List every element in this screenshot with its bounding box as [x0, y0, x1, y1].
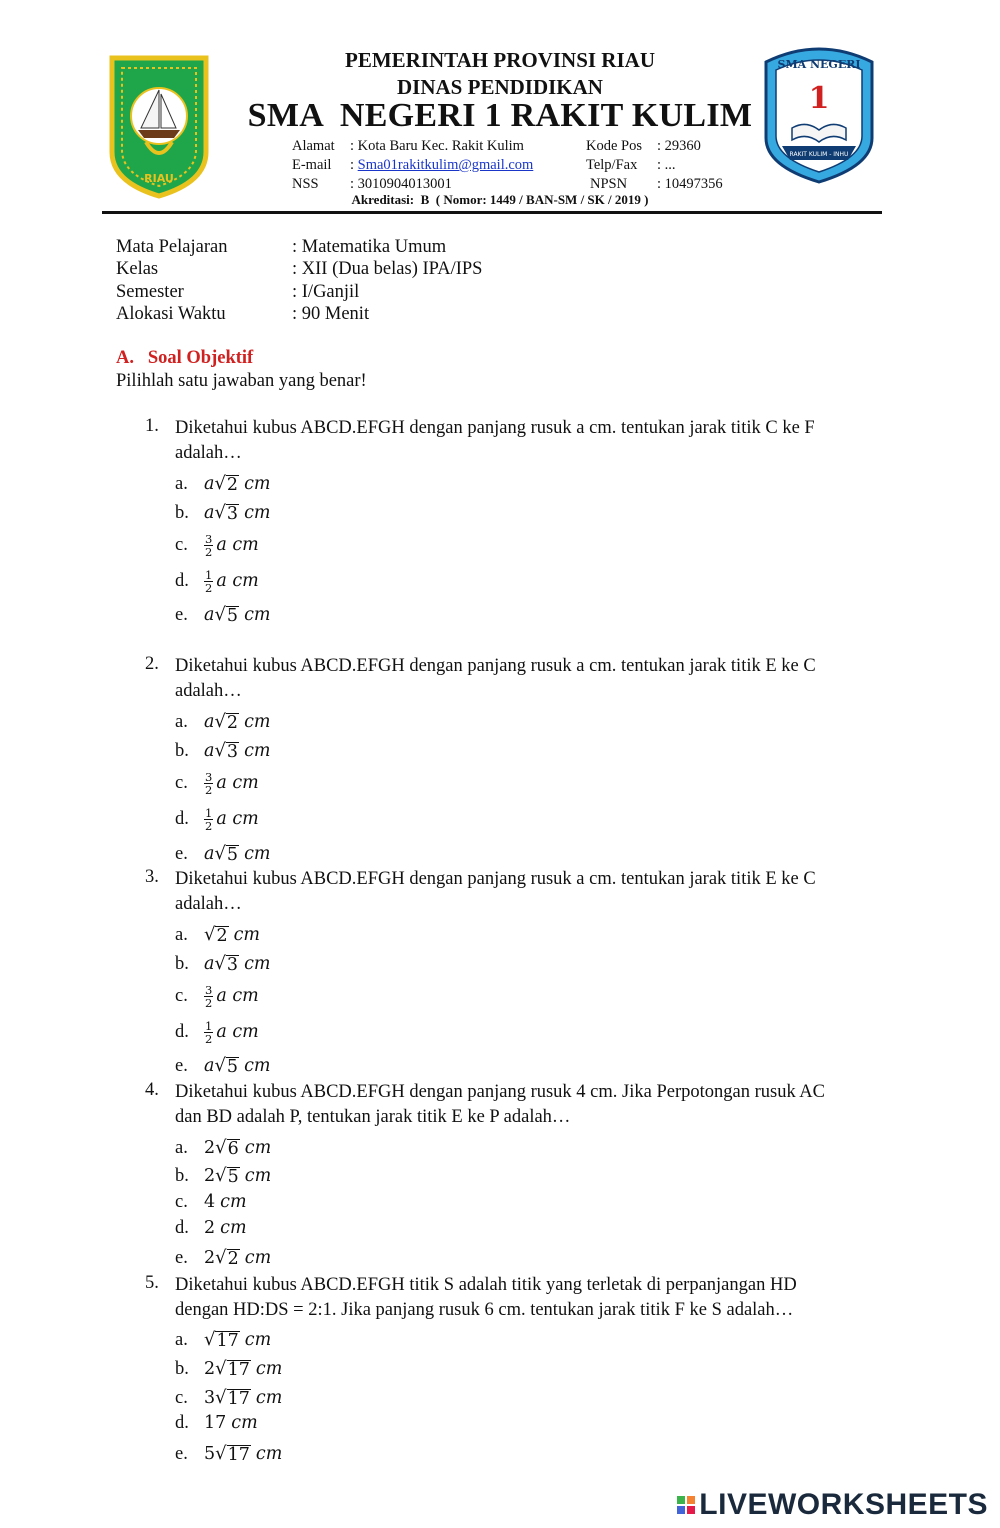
answer-option[interactable]: [175, 924, 260, 946]
option-unit: cm: [244, 1248, 272, 1268]
question-text: [175, 654, 875, 704]
address-value: : Kota Baru Kec. Rakit Kulim: [350, 138, 524, 154]
answer-option[interactable]: [175, 984, 259, 1009]
option-label: a.: [175, 925, 188, 945]
answer-option[interactable]: [175, 502, 270, 524]
option-label: c.: [175, 773, 188, 793]
option-math: [204, 1388, 282, 1408]
fraction: [204, 807, 213, 832]
answer-option[interactable]: [175, 533, 259, 558]
answer-option[interactable]: [175, 604, 270, 626]
meta-key: Semester: [116, 282, 184, 302]
radicand: 17: [227, 1389, 250, 1409]
option-tail: a cm: [216, 571, 259, 591]
option-unit: cm: [255, 1444, 283, 1464]
meta-key: Kelas: [116, 259, 159, 279]
option-label: a.: [175, 1330, 188, 1350]
square-root: [214, 1055, 239, 1076]
option-coefficient: a: [204, 741, 215, 761]
answer-option[interactable]: [175, 473, 270, 495]
option-label: e.: [175, 1248, 188, 1268]
answer-option[interactable]: [175, 1443, 282, 1465]
option-math: [204, 1019, 259, 1046]
option-coefficient: 3: [204, 1388, 216, 1408]
question-line: Diketahui kubus ABCD.EFGH dengan panjang rusuk 4 cm. Jika Perpotongan rusuk AC: [175, 1082, 826, 1102]
answer-option[interactable]: [175, 843, 270, 865]
option-coefficient: a: [204, 1056, 215, 1076]
question-line: adalah…: [175, 681, 242, 701]
radicand: 2: [226, 475, 239, 495]
radicand: 17: [227, 1445, 250, 1465]
radical-sign: √: [214, 1055, 226, 1076]
answer-option[interactable]: [175, 740, 270, 762]
option-math: [204, 1138, 271, 1158]
radical-sign: √: [215, 1387, 227, 1408]
fraction: [204, 771, 213, 796]
fraction: [204, 533, 213, 558]
option-label: c.: [175, 1192, 188, 1212]
school-logo-text-top: SMA NEGERI: [777, 58, 861, 71]
answer-option[interactable]: [175, 807, 259, 832]
option-label: b.: [175, 741, 189, 761]
fraction-denominator: 2: [205, 1032, 213, 1046]
radicand: 2: [216, 926, 228, 946]
option-label: c.: [175, 535, 188, 555]
option-math: [204, 1413, 258, 1433]
radicand: 5: [226, 606, 239, 626]
fraction-denominator: 2: [205, 996, 213, 1010]
option-math: [204, 954, 270, 974]
riau-emblem-logo: [108, 54, 210, 200]
npsn-value: : 10497356: [657, 176, 723, 192]
option-unit: cm: [244, 1056, 271, 1076]
meta-key: Mata Pelajaran: [116, 237, 228, 257]
option-coefficient: 2: [204, 1218, 216, 1238]
square-root: [214, 711, 239, 732]
answer-option[interactable]: [175, 953, 270, 975]
option-label: e.: [175, 844, 188, 864]
option-unit: cm: [255, 1388, 283, 1408]
meta-value: : I/Ganjil: [292, 282, 360, 302]
radicand: 5: [227, 1167, 239, 1187]
option-math: [204, 806, 259, 833]
liveworksheets-logo-icon: [677, 1496, 695, 1514]
meta-value: : XII (Dua belas) IPA/IPS: [292, 259, 483, 279]
answer-option[interactable]: [175, 1413, 258, 1434]
option-unit: cm: [244, 1330, 272, 1350]
fraction-numerator: 1: [205, 568, 213, 582]
radicand: 3: [226, 742, 239, 762]
radical-sign: √: [215, 1247, 227, 1268]
square-root: [214, 473, 239, 494]
nss-value: : 3010904013001: [350, 176, 452, 192]
question-text: [175, 867, 875, 917]
option-math: [204, 770, 259, 797]
answer-option[interactable]: [175, 771, 259, 796]
section-instruction: Pilihlah satu jawaban yang benar!: [116, 371, 367, 391]
fraction: [204, 569, 213, 594]
fraction-denominator: 2: [205, 545, 213, 559]
answer-option[interactable]: [175, 1247, 271, 1269]
option-unit: cm: [255, 1359, 283, 1379]
option-math: [204, 503, 270, 523]
option-label: d.: [175, 1413, 189, 1433]
option-label: b.: [175, 954, 189, 974]
option-coefficient: 4: [204, 1192, 216, 1212]
school-logo-text-bottom: RAKIT KULIM - INHU: [789, 151, 849, 158]
square-root: [215, 1443, 251, 1464]
option-tail: a cm: [216, 1022, 259, 1042]
meta-value: : Matematika Umum: [292, 237, 447, 257]
question-text: [175, 1080, 875, 1130]
answer-option[interactable]: [175, 711, 270, 733]
telp-label: Telp/Fax: [586, 157, 638, 173]
option-label: d.: [175, 571, 189, 591]
question-line: dengan HD:DS = 2:1. Jika panjang rusuk 6 cm. tentukan jarak titik F ke S adalah…: [175, 1300, 794, 1320]
option-coefficient: 17: [204, 1413, 227, 1433]
watermark-text: LIVEWORKSHEETS: [699, 1488, 988, 1521]
option-math: [204, 712, 270, 732]
option-unit: cm: [244, 503, 271, 523]
radicand: 6: [227, 1139, 239, 1159]
option-label: a.: [175, 712, 188, 732]
option-coefficient: a: [204, 503, 215, 523]
nss-label: NSS: [292, 176, 319, 192]
email-link[interactable]: Sma01rakitkulim@gmail.com: [357, 157, 534, 173]
radical-sign: √: [215, 1358, 227, 1379]
option-math: [204, 983, 259, 1010]
option-coefficient: a: [204, 954, 215, 974]
square-root: [214, 740, 239, 761]
square-root: [215, 1247, 240, 1268]
option-math: [204, 1218, 247, 1238]
option-label: c.: [175, 986, 188, 1006]
option-label: a.: [175, 474, 188, 494]
option-coefficient: a: [204, 474, 215, 494]
address-label: Alamat: [292, 138, 335, 154]
option-label: e.: [175, 605, 188, 625]
answer-option[interactable]: [175, 1218, 247, 1239]
fraction: [204, 1020, 213, 1045]
radicand: 3: [226, 504, 239, 524]
fraction-numerator: 3: [205, 983, 213, 997]
option-tail: a cm: [216, 773, 259, 793]
option-tail: a cm: [216, 535, 259, 555]
answer-option[interactable]: [175, 1020, 259, 1045]
radical-sign: √: [214, 843, 226, 864]
question-number: 3.: [145, 867, 159, 887]
accreditation: Akreditasi: B ( Nomor: 1449 / BAN-SM / SK / 2019 ): [351, 192, 649, 207]
fraction-numerator: 1: [205, 1019, 213, 1033]
option-unit: cm: [244, 844, 271, 864]
option-coefficient: 2: [204, 1359, 216, 1379]
fraction-numerator: 3: [205, 532, 213, 546]
radical-sign: √: [214, 953, 226, 974]
option-label: a.: [175, 1138, 188, 1158]
riau-logo-text: RIAU: [144, 172, 174, 185]
radical-sign: √: [215, 1137, 227, 1158]
option-coefficient: 2: [204, 1248, 216, 1268]
email-row: [350, 157, 533, 174]
radicand: 5: [226, 1057, 239, 1077]
option-math: [204, 1359, 282, 1379]
option-coefficient: 2: [204, 1166, 216, 1186]
square-root: [215, 1387, 251, 1408]
liveworksheets-watermark: [677, 1488, 988, 1522]
fraction-numerator: 3: [205, 770, 213, 784]
square-root: [214, 604, 239, 625]
option-math: [204, 568, 259, 595]
square-root: [214, 953, 239, 974]
radical-sign: √: [204, 924, 216, 945]
question-line: adalah…: [175, 894, 242, 914]
radicand: 17: [216, 1331, 239, 1351]
npsn-label: NPSN: [590, 176, 628, 192]
option-unit: cm: [231, 1413, 258, 1433]
question-line: dan BD adalah P, tentukan jarak titik E ke P adalah…: [175, 1107, 571, 1127]
answer-option[interactable]: [175, 1329, 271, 1351]
question-number: 4.: [145, 1080, 159, 1100]
option-label: c.: [175, 1388, 188, 1408]
option-unit: cm: [244, 474, 271, 494]
header-department: DINAS PENDIDIKAN: [397, 75, 603, 99]
option-tail: a cm: [216, 809, 259, 829]
question-line: Diketahui kubus ABCD.EFGH dengan panjang rusuk a cm. tentukan jarak titik E ke C: [175, 656, 816, 676]
question-text: [175, 1273, 875, 1323]
option-math: [204, 474, 270, 494]
option-coefficient: 2: [204, 1138, 216, 1158]
option-unit: cm: [244, 712, 271, 732]
option-label: b.: [175, 1359, 189, 1379]
option-label: d.: [175, 1022, 189, 1042]
question-line: Diketahui kubus ABCD.EFGH dengan panjang rusuk a cm. tentukan jarak titik E ke C: [175, 869, 816, 889]
postcode-value: : 29360: [657, 138, 701, 154]
radical-sign: √: [204, 1329, 216, 1350]
answer-option[interactable]: [175, 1387, 282, 1409]
option-unit: cm: [244, 741, 271, 761]
meta-value: : 90 Menit: [292, 304, 370, 324]
radicand: 17: [227, 1360, 250, 1380]
question-text: [175, 416, 875, 466]
option-label: d.: [175, 809, 189, 829]
answer-option[interactable]: [175, 1192, 247, 1213]
question-line: adalah…: [175, 443, 242, 463]
radical-sign: √: [215, 1165, 227, 1186]
question-line: Diketahui kubus ABCD.EFGH titik S adalah titik yang terletak di perpanjangan HD: [175, 1275, 797, 1295]
option-math: [204, 1056, 270, 1076]
radicand: 2: [227, 1249, 239, 1269]
meta-key: Alokasi Waktu: [116, 304, 226, 324]
header-school-name: SMA NEGERI 1 RAKIT KULIM: [247, 97, 753, 134]
radical-sign: √: [214, 502, 226, 523]
school-logo-number: 1: [808, 81, 830, 116]
radicand: 2: [226, 713, 239, 733]
answer-option[interactable]: [175, 1165, 271, 1187]
option-label: b.: [175, 503, 189, 523]
telp-value: : ...: [657, 157, 676, 173]
radical-sign: √: [215, 1443, 227, 1464]
fraction-denominator: 2: [205, 783, 213, 797]
radical-sign: √: [214, 740, 226, 761]
fraction: [204, 984, 213, 1009]
option-math: [204, 1248, 271, 1268]
option-math: [204, 1192, 247, 1212]
option-math: [204, 1166, 271, 1186]
square-root: [215, 1137, 240, 1158]
radical-sign: √: [214, 711, 226, 732]
square-root: [215, 1165, 240, 1186]
radicand: 5: [226, 845, 239, 865]
option-label: e.: [175, 1444, 188, 1464]
option-coefficient: 5: [204, 1444, 216, 1464]
header-government: PEMERINTAH PROVINSI RIAU: [345, 48, 655, 72]
email-label: E-mail: [292, 157, 332, 173]
email-prefix: :: [350, 157, 358, 173]
option-math: [204, 741, 270, 761]
option-math: [204, 605, 270, 625]
option-unit: cm: [244, 1166, 272, 1186]
option-math: [204, 1330, 271, 1350]
option-unit: cm: [244, 954, 271, 974]
fraction-denominator: 2: [205, 581, 213, 595]
radical-sign: √: [214, 473, 226, 494]
answer-option[interactable]: [175, 1358, 282, 1380]
option-math: [204, 1444, 282, 1464]
header-divider: [102, 211, 882, 214]
option-unit: cm: [220, 1192, 247, 1212]
option-label: e.: [175, 1056, 188, 1076]
option-unit: cm: [244, 605, 271, 625]
option-unit: cm: [220, 1218, 247, 1238]
square-root: [215, 1358, 251, 1379]
option-tail: a cm: [216, 986, 259, 1006]
radicand: 3: [226, 955, 239, 975]
option-unit: cm: [244, 1138, 272, 1158]
question-number: 1.: [145, 416, 159, 436]
option-math: [204, 844, 270, 864]
option-coefficient: a: [204, 844, 215, 864]
answer-option[interactable]: [175, 1137, 271, 1159]
option-coefficient: a: [204, 605, 215, 625]
postcode-label: Kode Pos: [586, 138, 642, 154]
question-number: 2.: [145, 654, 159, 674]
option-label: d.: [175, 1218, 189, 1238]
radical-sign: √: [214, 604, 226, 625]
fraction-numerator: 1: [205, 806, 213, 820]
option-coefficient: a: [204, 712, 215, 732]
square-root: [214, 843, 239, 864]
question-number: 5.: [145, 1273, 159, 1293]
question-line: Diketahui kubus ABCD.EFGH dengan panjang rusuk a cm. tentukan jarak titik C ke F: [175, 418, 815, 438]
option-math: [204, 532, 259, 559]
option-label: b.: [175, 1166, 189, 1186]
square-root: [204, 924, 229, 945]
section-title: A. Soal Objektif: [116, 348, 254, 368]
square-root: [214, 502, 239, 523]
square-root: [204, 1329, 240, 1350]
answer-option[interactable]: [175, 569, 259, 594]
school-logo: [762, 42, 876, 186]
option-unit: cm: [233, 925, 261, 945]
fraction-denominator: 2: [205, 819, 213, 833]
answer-option[interactable]: [175, 1055, 270, 1077]
option-math: [204, 925, 260, 945]
